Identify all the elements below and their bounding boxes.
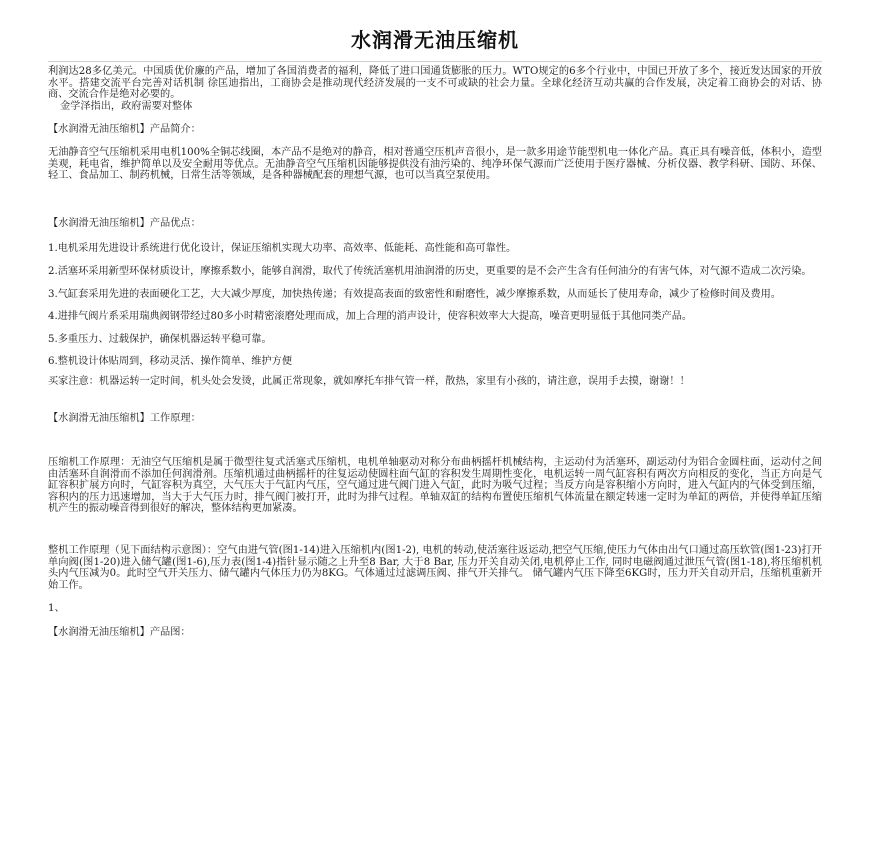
buyer-notice: 买家注意：机器运转一定时间，机头处会发烫，此属正常现象，就如摩托车排气管一样，散热，家里有小孩的，请注意，误用手去摸，谢谢！！ (48, 375, 690, 387)
advantage-item: 4.进排气阀片系采用瑞典阀钢带经过80多小时精密滚磨处理而成，加上合理的消声设计，使容积效率大大提高，噪音更明显低于其他同类产品。 (48, 311, 693, 323)
advantage-item: 2.活塞环采用新型环保材质设计，摩擦系数小，能够自润滑，取代了传统活塞机用油润滑的历史，更重要的是不会产生含有任何油分的有害气体，对气源不造成二次污染。 (48, 265, 812, 277)
intro-paragraph: 利润达28多亿美元。中国质优价廉的产品，增加了各国消费者的福利，降低了进口国通货膨胀的压力。WTO规定的6多个行业中，中国已开放了多个，接近发达国家的开放水平。搭建交流平台完善对话机制 徐匡迪指出，工商协会是推动现代经济发展的一支不可或缺的社会力量。全球化经济互动共赢的合作发展，决定着工商协会的对话、协商、交流合作是绝对必要的。 (48, 66, 822, 101)
section-heading-pictures: 【水润滑无油压缩机】产品图： (48, 627, 191, 639)
section-heading-working: 【水润滑无油压缩机】工作原理： (48, 412, 201, 424)
intro-continuation: 金学泽指出，政府需要对整体 (60, 100, 193, 112)
section-heading-advantages: 【水润滑无油压缩机】产品优点： (48, 217, 201, 229)
title-divider (48, 61, 822, 62)
product-intro-paragraph: 无油静音空气压缩机采用电机100%全铜芯线圈，本产品不是绝对的静音，相对普通空压机声音很小，是一款多用途节能型机电一体化产品。真正具有噪音低，体积小，造型美观，耗电省，维护简单以及安全耐用等优点。无油静音空气压缩机因能够提供没有油污染的、纯净环保气源而广泛使用于医疗器械、分析仪器、教学科研、国防、环保、轻工、食品加工、制药机械，日常生活等领域，是各种器械配套的理想气源，也可以当真空泵使用。 (48, 146, 822, 182)
document-title: 水润滑无油压缩机 (351, 28, 519, 52)
machine-principle-paragraph: 整机工作原理（见下面结构示意图）：空气由进气管(图1-14)进入压缩机内(图1-2), 电机的转动,使活塞往返运动,把空气压缩,使压力气体由出气口通过高压软管(图1-23)打开单向阀(图1-20)进入储气罐(图1-6),压力表(图1-4)指针显示随之上升至8 Bar, 大于8 Bar, 压力开关自动关闭,电机停止工作, 同时电磁阀通过泄压气管(图1-18),将压缩机机头内气压减为0。此时空气开关压力、储气罐内气体压力仍为8KG。气体通过过滤调压阀、排气开关排气。 储气罐内气压下降至6KG时，压力开关自动开启，压缩机重新开始工作。 (48, 545, 822, 591)
advantage-item: 1.电机采用先进设计系统进行优化设计，保证压缩机实现大功率、高效率、低能耗、高性能和高可靠性。 (48, 243, 517, 255)
section-heading-intro: 【水润滑无油压缩机】产品简介： (48, 124, 201, 136)
document-body (48, 66, 822, 639)
list-number: 1、 (48, 603, 65, 615)
advantage-item: 3.气缸套采用先进的表面硬化工艺，大大减少厚度，加快热传递；有效提高表面的致密性和耐磨性，减少摩擦系数，从而延长了使用寿命，减少了检修时间及费用。 (48, 288, 782, 300)
compressor-principle-paragraph: 压缩机工作原理：无油空气压缩机是属于微型往复式活塞式压缩机，电机单轴驱动对称分布曲柄摇杆机械结构，主运动付为活塞环，副运动付为铝合金圆柱面，运动付之间由活塞环自润滑而不添加任何润滑剂。压缩机通过曲柄摇杆的往复运动使圆柱面气缸的容积发生周期性变化，电机运转一周气缸容积有两次方向相反的变化，当正方向是气缸容积扩展方向时，气缸容积为真空，大气压大于气缸内气压，空气通过进气阀门进入气缸，此时为吸气过程；当反方向是容积缩小方向时，进入气缸内的气体受到压缩，容积内的压力迅速增加，当大于大气压力时，排气阀门被打开，此时为排气过程。单轴双缸的结构布置使压缩机气体流量在额定转速一定时为单缸的两倍，并使得单缸压缩机产生的振动噪音得到很好的解决，整体结构更加紧凑。 (48, 457, 822, 515)
advantage-item: 5.多重压力、过载保护，确保机器运转平稳可靠。 (48, 333, 272, 345)
advantage-item: 6.整机设计体贴周到，移动灵活、操作简单、维护方便 (48, 356, 293, 368)
